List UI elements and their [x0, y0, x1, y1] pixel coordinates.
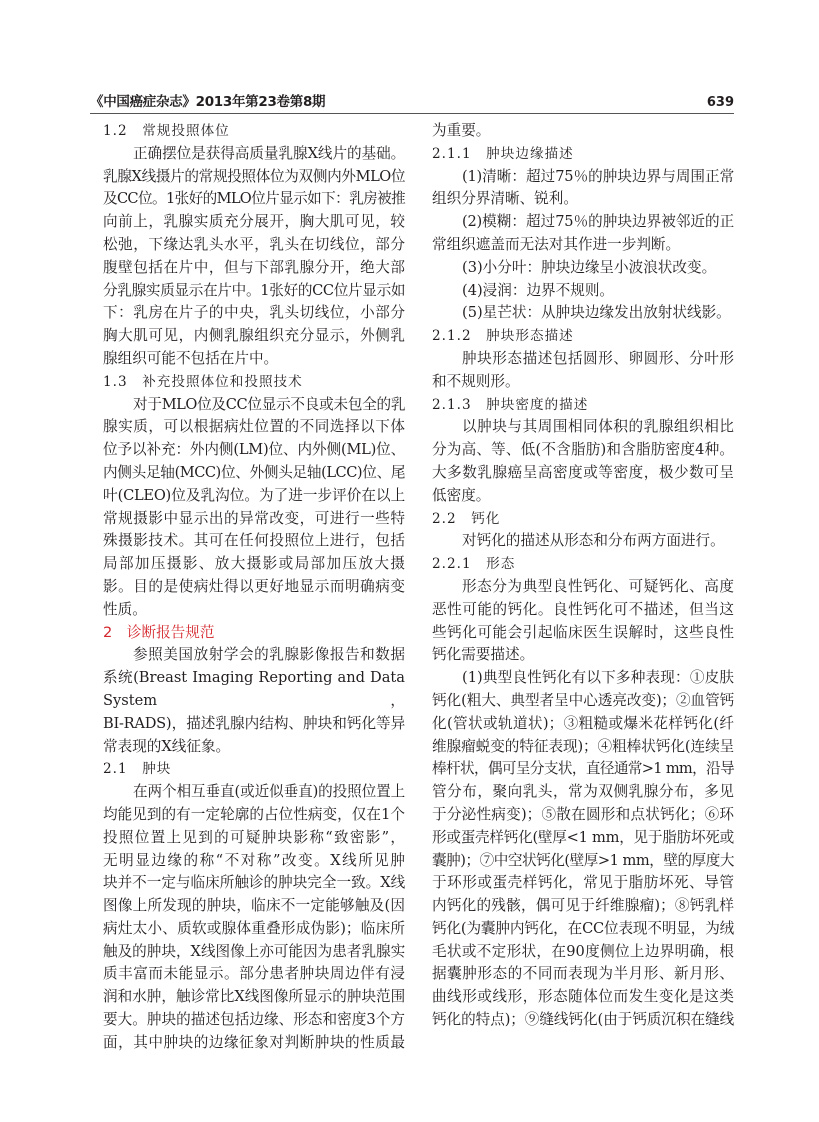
paragraph-line: 图像上所发现的肿块，临床不一定能够触及(因 [103, 897, 405, 915]
paragraph-line: 质丰富而未能显示。部分患者肿块周边伴有浸 [103, 965, 405, 983]
paragraph-line: 和不规则形。 [432, 372, 520, 390]
subsection-heading: 1.3 补充投照体位和投照技术 [103, 373, 303, 390]
paragraph-line: (2)模糊：超过75％的肿块边界被邻近的正 [462, 213, 734, 231]
paragraph-line: 内钙化的残骸，偶可见于纤维腺瘤)；⑧钙乳样 [432, 897, 734, 915]
paragraph-line: 面，其中肿块的边缘征象对判断肿块的性质最 [103, 1033, 405, 1051]
running-header [90, 90, 734, 114]
subsection-heading: 1.2 常规投照体位 [103, 123, 230, 139]
subsection-heading: 2.2 钙化 [432, 510, 501, 527]
paragraph-line: 正确摆位是获得高质量乳腺X线片的基础。 [133, 144, 405, 162]
paragraph-line: 腺组织可能不包括在片中。 [103, 349, 279, 367]
paragraph-line: 参照美国放射学会的乳腺影像报告和数据 [133, 646, 405, 664]
paragraph-line: 棒杆状，偶可呈分支状，直径通常>1 mm，沿导 [432, 760, 734, 778]
paragraph-line: 常规摄影中显示出的异常改变，可进行一些特 [103, 509, 405, 527]
paragraph-line: 系统(Breast Imaging Reporting and Data System， [103, 669, 405, 709]
paragraph-line: 常表现的X线征象。 [103, 737, 231, 755]
paragraph-line: 囊肿)；⑦中空状钙化(壁厚>1 mm，壁的厚度大 [432, 851, 734, 869]
paragraph-line: 松弛，下缘达乳头水平，乳头在切线位，部分 [103, 235, 405, 253]
paragraph-line: 下：乳房在片子的中央，乳头切线位，小部分 [103, 304, 405, 322]
paragraph-line: 内侧头足轴(MCC)位、外侧头足轴(LCC)位、尾 [103, 463, 405, 481]
paragraph-line: 乳腺X线摄片的常规投照体位为双侧内外MLO位 [103, 167, 405, 185]
paragraph-line: 无明显边缘的称“不对称”改变。X线所见肿 [103, 851, 405, 869]
subsection-heading: 2.1.2 肿块形态描述 [432, 328, 574, 345]
subsection-heading: 2.1.1 肿块边缘描述 [432, 145, 574, 162]
paragraph-line: 影。目的是使病灶得以更好地显示而明确病变 [103, 577, 405, 595]
paragraph-line: 毛状或不定形状，在90度侧位上边界明确，根 [432, 942, 734, 960]
paragraph-line: 要大。肿块的描述包括边缘、形态和密度3个方 [103, 1011, 405, 1029]
paragraph-line: 钙化(为囊肿内钙化，在CC位表现不明显，为绒 [432, 919, 734, 937]
paragraph-line: 投照位置上见到的可疑肿块影称“致密影”， [103, 828, 405, 846]
paragraph-line: (4)浸润：边界不规则。 [462, 281, 615, 299]
column-right [432, 120, 734, 1032]
paragraph-line: 于分泌性病变)；⑤散在圆形和点状钙化；⑥环 [432, 805, 734, 823]
paragraph-line: 及CC位。1张好的MLO位片显示如下：乳房被推 [103, 190, 405, 208]
paragraph-line: 化(管状或轨道状)；③粗糙或爆米花样钙化(纤 [432, 714, 734, 732]
page-number: 639 [706, 95, 734, 110]
section-heading: 2 诊断报告规范 [103, 623, 215, 641]
paragraph-line: 位予以补充：外内侧(LM)位、内外侧(ML)位、 [103, 441, 405, 459]
paragraph-line: 均能见到的有一定轮廓的占位性病变，仅在1个 [103, 805, 405, 823]
paragraph-line: 腹壁包括在片中，但与下部乳腺分开，绝大部 [103, 258, 405, 276]
paragraph-line: 块并不一定与临床所触诊的肿块完全一致。X线 [103, 874, 405, 892]
paragraph-line: 大多数乳腺癌呈高密度或等密度，极少数可呈 [432, 463, 734, 481]
paragraph-line: 局部加压摄影、放大摄影或局部加压放大摄 [103, 555, 405, 573]
paragraph-line: (1)典型良性钙化有以下多种表现：①皮肤 [462, 669, 734, 687]
subsection-heading: 2.1 肿块 [103, 761, 172, 778]
paragraph-line: 为重要。 [432, 122, 491, 139]
subsection-heading: 2.2.1 形态 [432, 556, 516, 573]
paragraph-line: 对于MLO位及CC位显示不良或未包全的乳 [133, 395, 405, 413]
paragraph-line: 以肿块与其周围相同体积的乳腺组织相比 [462, 418, 734, 436]
paragraph-line: 钙化需要描述。 [432, 646, 535, 664]
paragraph-line: 病灶太小、质软或腺体重叠形成伪影)；临床所 [103, 919, 405, 937]
paragraph-line: 性质。 [103, 600, 147, 618]
subsection-heading: 2.1.3 肿块密度的描述 [432, 396, 589, 413]
paragraph-line: 组织分界清晰、锐利。 [432, 190, 578, 208]
paragraph-line: 对钙化的描述从形态和分布两方面进行。 [462, 532, 725, 550]
paragraph-line: 维腺瘤蜕变的特征表现)；④粗棒状钙化(连续呈 [432, 737, 734, 755]
paragraph-line: 据囊肿形态的不同而表现为半月形、新月形、 [432, 965, 734, 983]
paragraph-line: 钙化(粗大、典型者呈中心透亮改变)；②血管钙 [432, 691, 734, 709]
paragraph-line: 分为高、等、低(不含脂肪)和含脂肪密度4种。 [432, 441, 734, 459]
paragraph-line: 些钙化可能会引起临床医生误解时，这些良性 [432, 623, 734, 641]
paragraph-line: 钙化的特点)；⑨缝线钙化(由于钙质沉积在缝线 [432, 1011, 734, 1029]
paragraph-line: 曲线形或线形，形态随体位而发生变化是这类 [432, 988, 734, 1006]
paragraph-line: 分乳腺实质显示在片中。1张好的CC位片显示如 [103, 281, 405, 299]
paragraph-line: (3)小分叶：肿块边缘呈小波浪状改变。 [462, 258, 717, 276]
paragraph-line: (1)清晰：超过75％的肿块边界与周围正常 [462, 167, 734, 185]
paragraph-line: 向前上，乳腺实质充分展开，胸大肌可见，较 [103, 213, 405, 231]
paragraph-line: 恶性可能的钙化。良性钙化可不描述，但当这 [432, 600, 734, 618]
paragraph-line: 润和水肿，触诊常比X线图像所显示的肿块范围 [103, 988, 405, 1006]
paragraph-line: (5)星芒状：从肿块边缘发出放射状线影。 [462, 304, 731, 322]
two-column-body [103, 120, 734, 1095]
paragraph-line: 殊摄影技术。其可在任何投照位上进行，包括 [103, 532, 405, 550]
paragraph-line: 于环形或蛋壳样钙化，常见于脂肪坏死、导管 [432, 874, 734, 892]
paragraph-line: BI-RADS)，描述乳腺内结构、肿块和钙化等异 [103, 714, 405, 732]
paragraph-line: 叶(CLEO)位及乳沟位。为了进一步评价在以上 [103, 486, 405, 504]
paragraph-line: 低密度。 [432, 486, 491, 504]
paragraph-line: 形或蛋壳样钙化(壁厚<1 mm，见于脂肪坏死或 [432, 828, 734, 846]
paragraph-line: 形态分为典型良性钙化、可疑钙化、高度 [462, 577, 734, 595]
paragraph-line: 触及的肿块，X线图像上亦可能因为患者乳腺实 [103, 942, 405, 960]
paragraph-line: 常组织遮盖而无法对其作进一步判断。 [432, 235, 681, 253]
column-left [103, 120, 405, 1055]
paragraph-line: 管分布，聚向乳头，常为双侧乳腺分布，多见 [432, 783, 734, 801]
paragraph-line: 肿块形态描述包括圆形、卵圆形、分叶形 [462, 349, 734, 367]
paragraph-line: 在两个相互垂直(或近似垂直)的投照位置上 [133, 783, 405, 801]
running-header-journal: 《中国癌症杂志》2013年第23卷第8期 [90, 94, 326, 110]
paragraph-line: 腺实质，可以根据病灶位置的不同选择以下体 [103, 418, 405, 436]
paragraph-line: 胸大肌可见，内侧乳腺组织充分显示，外侧乳 [103, 327, 405, 345]
